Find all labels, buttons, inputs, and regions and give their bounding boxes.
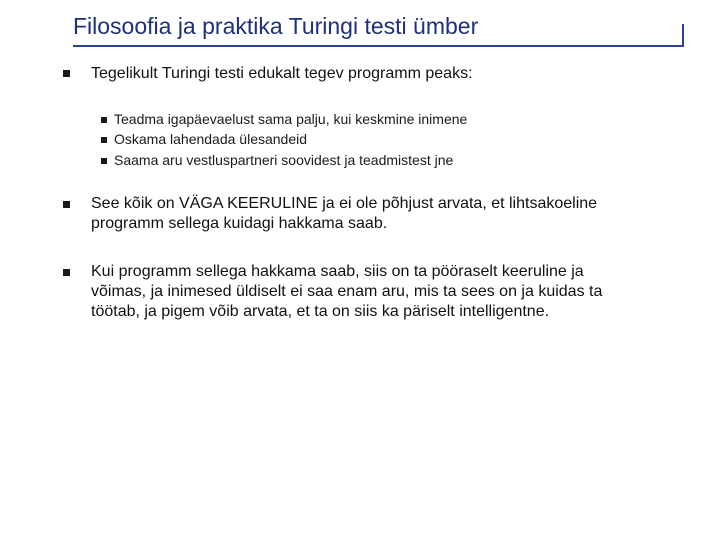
title-underline-tick: [682, 24, 684, 47]
bullet-1-text: Tegelikult Turingi testi edukalt tegev programm peaks:: [91, 65, 473, 82]
sub-bullet-3-text: Saama aru vestluspartneri soovidest ja teadmistest jne: [114, 152, 454, 168]
bullet-2-line: programm sellega kuidagi hakkama saab.: [91, 215, 388, 232]
sub-bullet-marker: [101, 137, 107, 143]
sub-bullet-marker: [101, 158, 107, 164]
bullet-3-line: töötab, ja pigem võib arvata, et ta on siis ka päriselt intelligentne.: [91, 303, 550, 320]
sub-bullet-marker: [101, 117, 107, 123]
title-underline: [73, 45, 683, 47]
bullet-marker: [63, 201, 70, 208]
bullet-marker: [63, 269, 70, 276]
bullet-marker: [63, 70, 70, 77]
sub-bullet-2-text: Oskama lahendada ülesandeid: [114, 131, 308, 147]
sub-bullet-1-text: Teadma igapäevaelust sama palju, kui keskmine inimene: [114, 111, 468, 127]
bullet-2-text: [91, 194, 691, 234]
bullet-3-line: võimas, ja inimesed üldiselt ei saa enam aru, mis ta sees on ja kuidas ta: [91, 283, 603, 300]
bullet-3-line: Kui programm sellega hakkama saab, siis on ta pööraselt keeruline ja: [91, 263, 584, 280]
bullet-3-text: [91, 262, 691, 322]
slide-title: Filosoofia ja praktika Turingi testi ümber: [73, 13, 479, 39]
bullet-2-line: See kõik on VÄGA KEERULINE ja ei ole põhjust arvata, et lihtsakoeline: [91, 195, 598, 212]
